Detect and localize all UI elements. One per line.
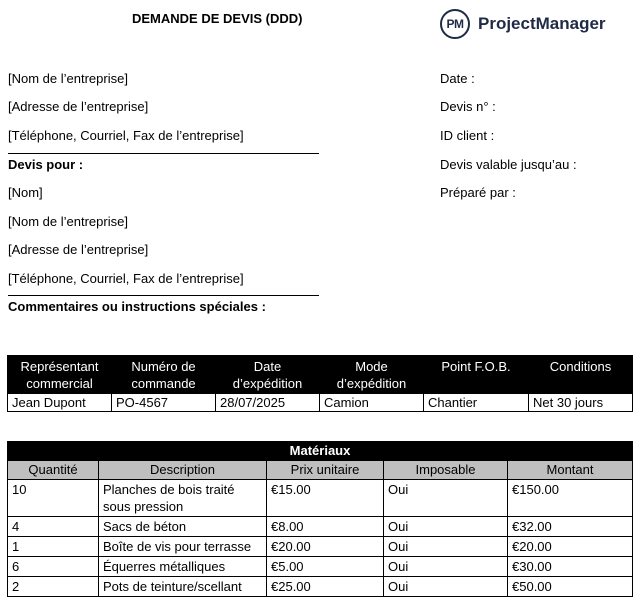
header-ship-date: Date d’expédition <box>216 356 320 394</box>
fob-point-cell: Chantier <box>424 394 529 412</box>
quantity-cell: 4 <box>8 517 99 537</box>
company-contact: [Téléphone, Courriel, Fax de l’entreprise] <box>8 128 244 143</box>
taxable-cell: Oui <box>384 537 508 557</box>
client-company: [Nom de l’entreprise] <box>8 214 128 229</box>
unit-price-cell: €20.00 <box>267 537 384 557</box>
taxable-cell: Oui <box>384 517 508 537</box>
document-title: DEMANDE DE DEVIS (DDD) <box>132 11 303 26</box>
header-taxable: Imposable <box>384 461 508 480</box>
date-label: Date : <box>440 71 475 86</box>
header-fob-point: Point F.O.B. <box>424 356 529 394</box>
description-cell: Équerres métalliques <box>99 557 267 577</box>
order-number-cell: PO-4567 <box>112 394 216 412</box>
quote-number-label: Devis n° : <box>440 99 496 114</box>
sales-rep-cell: Jean Dupont <box>8 394 112 412</box>
divider <box>8 153 319 154</box>
quantity-cell: 1 <box>8 537 99 557</box>
client-address: [Adresse de l’entreprise] <box>8 242 149 257</box>
unit-price-cell: €5.00 <box>267 557 384 577</box>
company-name: [Nom de l’entreprise] <box>8 71 128 86</box>
unit-price-cell: €15.00 <box>267 480 384 517</box>
valid-until-label: Devis valable jusqu’au : <box>440 157 577 172</box>
amount-cell: €20.00 <box>508 537 633 557</box>
taxable-cell: Oui <box>384 557 508 577</box>
table-row <box>8 537 633 557</box>
table-row <box>8 480 633 517</box>
quantity-cell: 2 <box>8 577 99 597</box>
client-id-label: ID client : <box>440 128 495 143</box>
client-name: [Nom] <box>8 185 43 200</box>
amount-cell: €150.00 <box>508 480 633 517</box>
taxable-cell: Oui <box>384 480 508 517</box>
quantity-cell: 6 <box>8 557 99 577</box>
divider <box>8 295 319 296</box>
header-description: Description <box>99 461 267 480</box>
header-ship-mode: Mode d’expédition <box>320 356 424 394</box>
prepared-by-label: Préparé par : <box>440 185 516 200</box>
unit-price-cell: €8.00 <box>267 517 384 537</box>
logo-name: ProjectManager <box>478 14 606 33</box>
description-cell: Sacs de béton <box>99 517 267 537</box>
table-row <box>8 517 633 537</box>
ship-date-cell: 28/07/2025 <box>216 394 320 412</box>
header-order-number: Numéro de commande <box>112 356 216 394</box>
comments-label: Commentaires ou instructions spéciales : <box>8 299 266 314</box>
quote-for-label: Devis pour : <box>8 157 84 172</box>
table-row <box>8 557 633 577</box>
taxable-cell: Oui <box>384 577 508 597</box>
header-amount: Montant <box>508 461 633 480</box>
unit-price-cell: €25.00 <box>267 577 384 597</box>
client-contact: [Téléphone, Courriel, Fax de l’entreprise] <box>8 271 244 286</box>
amount-cell: €32.00 <box>508 517 633 537</box>
company-address: [Adresse de l’entreprise] <box>8 99 149 114</box>
description-cell: Boîte de vis pour terrasse <box>99 537 267 557</box>
table-row <box>8 394 633 412</box>
description-cell: Planches de bois traité sous pression <box>99 480 267 517</box>
header-quantity: Quantité <box>8 461 99 480</box>
header-terms: Conditions <box>529 356 633 394</box>
logo-badge-icon: PM <box>440 9 470 39</box>
amount-cell: €30.00 <box>508 557 633 577</box>
materials-title: Matériaux <box>8 442 633 461</box>
shipping-table <box>7 355 633 412</box>
header-sales-rep: Représentant commercial <box>8 356 112 394</box>
quantity-cell: 10 <box>8 480 99 517</box>
amount-cell: €50.00 <box>508 577 633 597</box>
table-row <box>8 577 633 597</box>
logo <box>440 9 606 39</box>
terms-cell: Net 30 jours <box>529 394 633 412</box>
ship-mode-cell: Camion <box>320 394 424 412</box>
header-unit-price: Prix unitaire <box>267 461 384 480</box>
materials-table <box>7 441 633 597</box>
description-cell: Pots de teinture/scellant <box>99 577 267 597</box>
